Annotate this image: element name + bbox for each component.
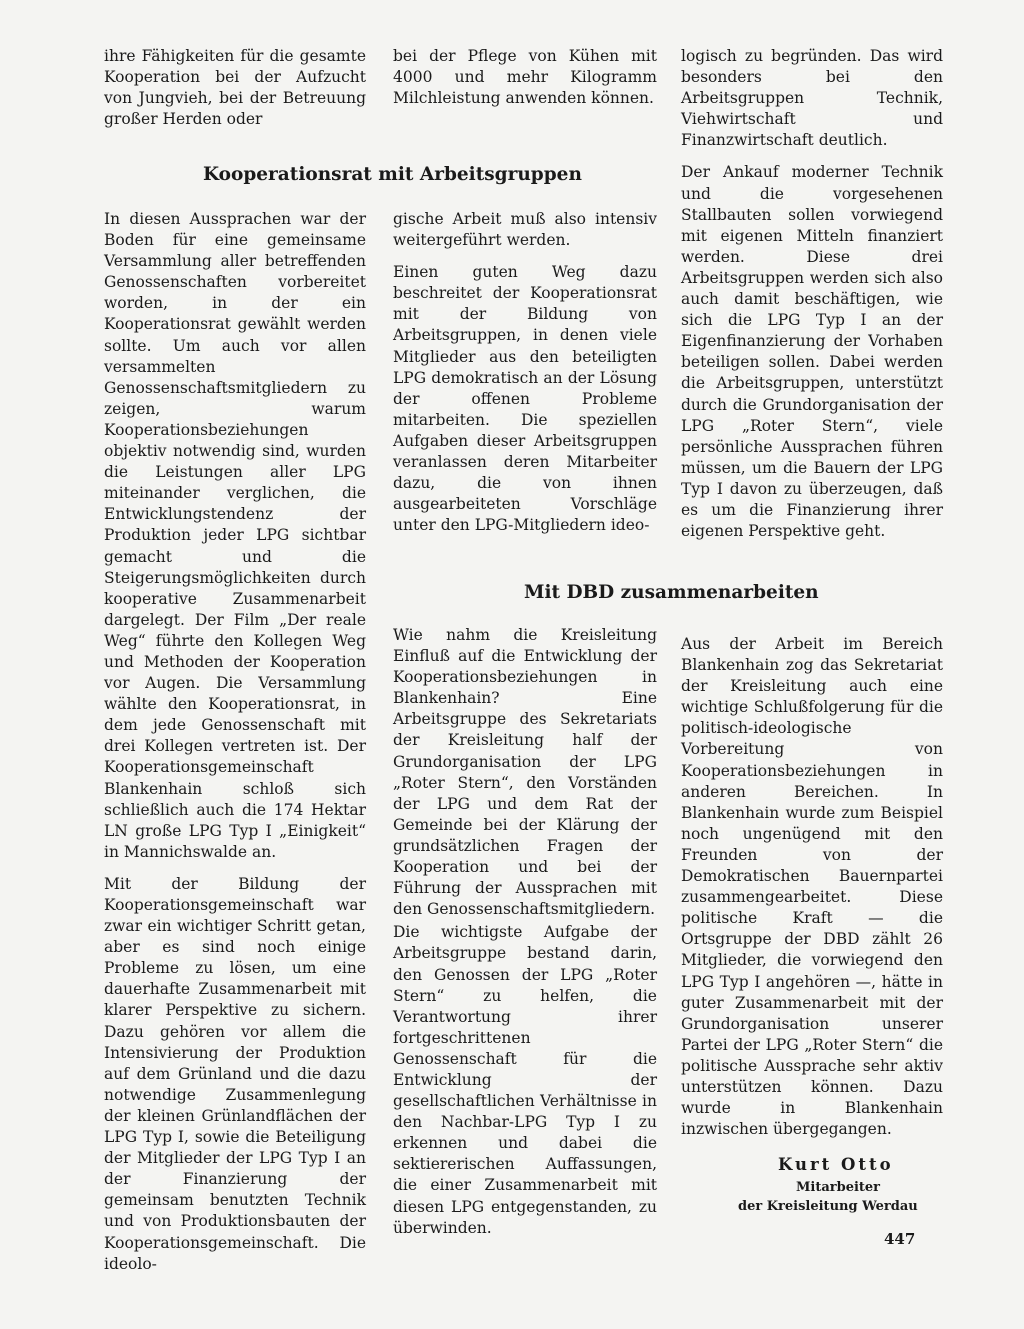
top-column-1: [104, 46, 366, 130]
section-heading-dbd: Mit DBD zusammenarbeiten: [524, 582, 819, 603]
paragraph: Der Ankauf moderner Technik und die vorgesehenen Stallbauten sollen vorwiegend mit eigenen Mitteln finanziert werden. Diese drei Arbeitsgruppen werden sich also auch damit beschäftigen, wie sich die LPG Typ I an der Eigenfinanzierung der Vorhaben beteiligen sollen. Dabei werden die Arbeitsgruppen, unterstützt durch die Grundorganisation der LPG „Roter Stern“, viele persönliche Aussprachen führen müssen, um die Bauern der LPG Typ I davon zu überzeugen, daß es um die Finanzierung ihrer eigenen Perspektive geht.: [681, 163, 943, 541]
paragraph: gische Arbeit muß also intensiv weitergeführt werden.: [393, 210, 657, 250]
section2-column-3: [681, 634, 943, 1140]
section2-column-2: [393, 625, 657, 1239]
paragraph: Mit der Bildung der Kooperationsgemeinschaft war zwar ein wichtiger Schritt getan, aber es sind noch einige Probleme zu lösen, um eine dauerhafte Zusammenarbeit mit klarer Perspektive zu sichern. Dazu gehören vor allem die Intensivierung der Produktion auf dem Grünland und die dazu notwendige Zusammenlegung der kleinen Grünlandflächen der LPG Typ I, sowie die Beteiligung der Mitglieder der LPG Typ I an der Finanzierung der gemeinsam benutzten Technik und von Produktionsbauten der Kooperationsgemeinschaft. Die ideolo-: [104, 874, 366, 1273]
paragraph: Die wichtigste Aufgabe der Arbeitsgruppe bestand darin, den Genossen der LPG „Roter Stern“ zu helfen, die Verantwortung ihrer fortgeschrittenen Genossenschaft für die Entwicklung der gesellschaftlichen Verhältnisse in den Nachbar-LPG Typ I zu erkennen und dabei die sektiererischen Auffassungen, die einer Zusammenarbeit mit diesen LPG entgegenstanden, zu überwinden.: [393, 923, 657, 1237]
author-role: Mitarbeiter: [796, 1180, 881, 1195]
paragraph: In diesen Aussprachen war der Boden für eine gemeinsame Versammlung aller betreffenden Genossenschaften vorbereitet worden, in der ein Kooperationsrat gewählt werden sollte. Um auch vor allen versammelten Genossenschaftsmitgliedern zu zeigen, warum Kooperationsbeziehungen objektiv notwendig sind, wurden die Leistungen aller LPG miteinander verglichen, die Entwicklungstendenz der Produktion jeder LPG sichtbar gemacht und die Steigerungsmöglichkeiten durch kooperative Zusammenarbeit dargelegt. Der Film „Der reale Weg“ führte den Kollegen Weg und Methoden der Kooperation vor Augen. Die Versammlung wählte den Kooperationsrat, in dem jede Genossenschaft mit drei Kollegen vertreten ist. Der Kooperationsgemeinschaft Blankenhain schloß sich schließlich auch die 174 Hektar LN große LPG Typ I „Einigkeit“ in Mannichswalde an.: [104, 210, 366, 861]
section1-column-1: [104, 209, 366, 1275]
paragraph: Einen guten Weg dazu beschreitet der Kooperationsrat mit der Bildung von Arbeitsgruppen, in denen viele Mitglieder aus den beteiligten LPG demokratisch an der Lösung der offenen Probleme mitarbeiten. Die speziellen Aufgaben dieser Arbeitsgruppen veranlassen deren Mitarbeiter dazu, die von ihnen ausgearbeiteten Vorschläge unter den LPG-Mitgliedern ideo-: [393, 263, 657, 535]
page-number: 447: [884, 1230, 916, 1248]
paragraph: logisch zu begründen. Das wird besonders bei den Arbeitsgruppen Technik, Viehwirtschaft und Finanzwirtschaft deutlich.: [681, 47, 943, 150]
author-name: Kurt Otto: [778, 1155, 894, 1174]
paragraph: ihre Fähigkeiten für die gesamte Kooperation bei der Aufzucht von Jungvieh, bei der Betreuung großer Herden oder: [104, 47, 366, 129]
section-heading-kooperationsrat: Kooperationsrat mit Arbeitsgruppen: [203, 164, 582, 185]
author-organization: der Kreisleitung Werdau: [738, 1199, 918, 1214]
top-column-2: [393, 46, 657, 109]
right-column-upper: [681, 46, 943, 542]
paragraph: Aus der Arbeit im Bereich Blankenhain zog das Sekretariat der Kreisleitung auch eine wichtige Schlußfolgerung für die politisch-ideologische Vorbereitung von Kooperationsbeziehungen in anderen Bereichen. In Blankenhain wurde zum Beispiel noch ungenügend mit den Freunden von der Demokratischen Bauernpartei zusammengearbeitet. Diese politische Kraft — die Ortsgruppe der DBD zählt 26 Mitglieder, die vorwiegend den LPG Typ I angehören —, hätte in guter Zusammenarbeit mit der Grundorganisation unserer Partei der LPG „Roter Stern“ die politische Aussprache sehr aktiv unterstützen können. Dazu wurde in Blankenhain inzwischen übergegangen.: [681, 635, 943, 1139]
paragraph: Wie nahm die Kreisleitung Einfluß auf die Entwicklung der Kooperationsbeziehungen in Blankenhain? Eine Arbeitsgruppe des Sekretariats der Kreisleitung half der Grundorganisation der LPG „Roter Stern“, den Vorständen der LPG und dem Rat der Gemeinde bei der Klärung der grundsätzlichen Fragen der Kooperation und bei der Führung der Aussprachen mit den Genossenschaftsmitgliedern.: [393, 626, 657, 919]
paragraph: bei der Pflege von Kühen mit 4000 und mehr Kilogramm Milchleistung anwenden können.: [393, 47, 657, 108]
section1-column-2: [393, 209, 657, 536]
